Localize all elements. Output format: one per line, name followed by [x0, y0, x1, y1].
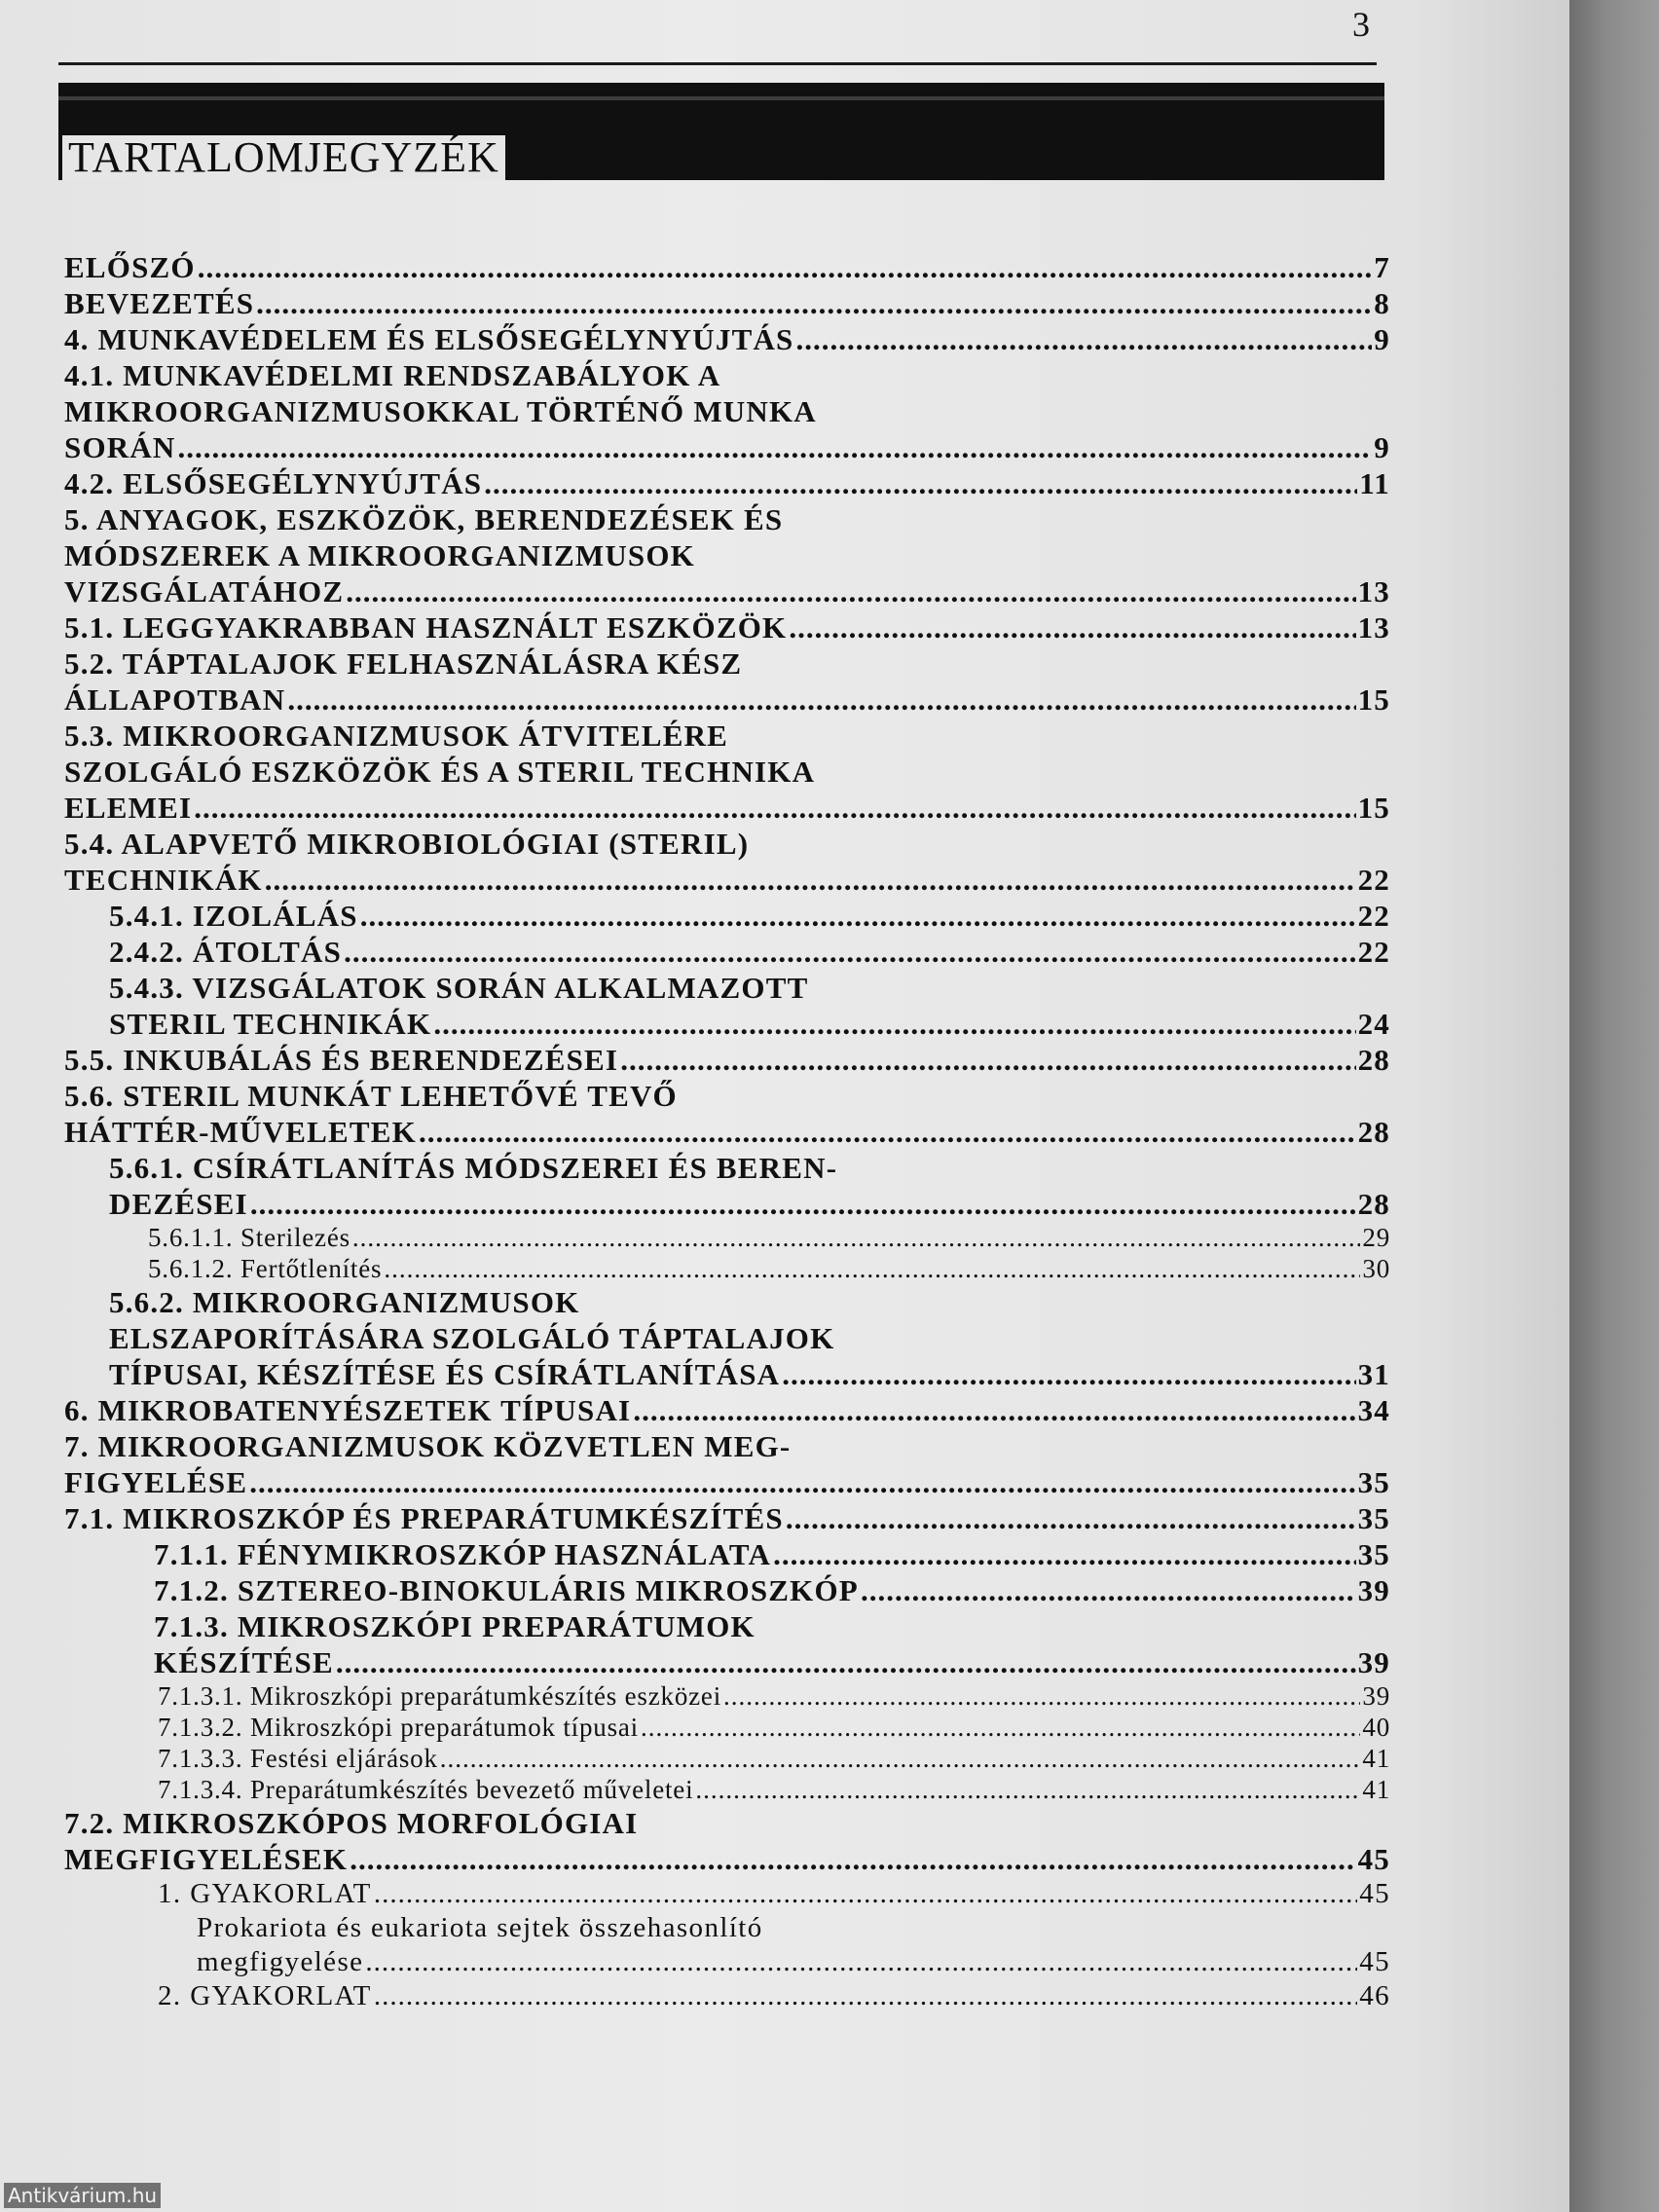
toc-entry-final-line	[64, 1464, 1390, 1500]
toc-entry-final-line	[64, 573, 1390, 609]
toc-entry-label: TECHNIKÁK	[64, 863, 263, 897]
toc-page-number: 24	[1357, 1007, 1390, 1041]
toc-entry-label: 5.4.1. IZOLÁLÁS	[109, 899, 358, 933]
toc-page-number: 9	[1374, 322, 1390, 356]
toc-entry	[158, 1774, 1390, 1805]
watermark: Antikvárium.hu	[4, 2183, 161, 2208]
toc-page-number: 22	[1357, 935, 1390, 969]
toc-page-number: 22	[1357, 899, 1390, 933]
toc-entry	[154, 1536, 1390, 1572]
toc-entry-final-line	[158, 1877, 1390, 1911]
toc-entry-final-line	[64, 465, 1390, 501]
toc-leader-dots	[861, 1572, 1356, 1608]
toc-page-number: 13	[1357, 610, 1390, 645]
toc-entry-final-line	[158, 1712, 1390, 1743]
toc-entry-label: 7.1.3.2. Mikroszkópi preparátumok típusai	[158, 1713, 639, 1742]
toc-page-number: 39	[1357, 1573, 1390, 1607]
toc-leader-dots	[365, 1945, 1357, 1979]
toc-entry-final-line	[158, 1743, 1390, 1774]
toc-entry-label: 7.1.3.3. Festési eljárások	[158, 1744, 438, 1773]
toc-entry-label: BEVEZETÉS	[64, 286, 255, 320]
toc-entry	[64, 285, 1390, 321]
toc-page-number: 41	[1362, 1775, 1390, 1804]
toc-entry	[64, 465, 1390, 501]
toc-entry	[158, 1680, 1390, 1712]
toc-leader-dots	[723, 1680, 1360, 1712]
toc-entry-label: 5.4. ALAPVETŐ MIKROBIOLÓGIAI (STERIL)	[64, 827, 750, 861]
toc-page-number: 28	[1357, 1043, 1390, 1077]
toc-entry	[109, 1150, 1390, 1222]
toc-entry-final-line	[109, 1006, 1390, 1042]
book-spine-shadow	[1569, 0, 1659, 2212]
toc-entry-final-line	[64, 682, 1390, 718]
toc-entry	[64, 1392, 1390, 1428]
toc-entry-line	[64, 645, 1390, 682]
toc-entry-final-line	[64, 862, 1390, 898]
page-title: TARTALOMJEGYZÉK	[62, 135, 505, 180]
toc-entry-line	[64, 537, 1390, 573]
toc-entry-final-line	[64, 1114, 1390, 1150]
toc-leader-dots	[695, 1774, 1360, 1805]
toc-page-number: 8	[1374, 286, 1390, 320]
toc-entry-line	[64, 1428, 1390, 1464]
toc-leader-dots	[256, 285, 1372, 321]
toc-entry-line	[64, 501, 1390, 537]
toc-leader-dots	[773, 1536, 1356, 1572]
toc-entry-label: KÉSZÍTÉSE	[154, 1645, 334, 1679]
toc-page-number: 11	[1359, 466, 1390, 500]
toc-leader-dots	[265, 862, 1356, 898]
toc-entry-label: megfigyelése	[197, 1946, 364, 1977]
toc-entry-label: 7.1.3.1. Mikroszkópi preparátumkészítés eszközei	[158, 1681, 721, 1711]
toc-entry-line	[64, 393, 1390, 429]
toc-entry-label: 1. GYAKORLAT	[158, 1878, 372, 1909]
toc-entry	[64, 718, 1390, 826]
toc-page-number: 22	[1357, 863, 1390, 897]
toc-page-number: 45	[1359, 1878, 1390, 1909]
title-bar-stripe	[58, 96, 1384, 100]
toc-entry-label: FIGYELÉSE	[64, 1465, 248, 1499]
toc-entry-label: DEZÉSEI	[109, 1187, 248, 1221]
toc-entry-final-line	[197, 1945, 1390, 1979]
toc-entry-label: 5.6.1.1. Sterilezés	[148, 1223, 350, 1252]
toc-entry	[64, 321, 1390, 357]
toc-page-number: 30	[1362, 1254, 1390, 1283]
toc-entry-final-line	[109, 934, 1390, 970]
toc-entry-label: 5. ANYAGOK, ESZKÖZÖK, BERENDEZÉSEK ÉS	[64, 502, 784, 536]
toc-leader-dots	[782, 1356, 1355, 1392]
toc-entry	[158, 1877, 1390, 1911]
toc-page-number: 28	[1357, 1187, 1390, 1221]
toc-entry-final-line	[109, 898, 1390, 934]
toc-entry-label: 4. MUNKAVÉDELEM ÉS ELSŐSEGÉLYNYÚJTÁS	[64, 322, 794, 356]
toc-entry-label: MÓDSZEREK A MIKROORGANIZMUSOK	[64, 538, 695, 572]
toc-entry-final-line	[158, 1774, 1390, 1805]
toc-entry-label: MEGFIGYELÉSEK	[64, 1842, 349, 1876]
toc-entry	[64, 1805, 1390, 1877]
toc-entry	[109, 1284, 1390, 1392]
toc-entry-final-line	[154, 1536, 1390, 1572]
toc-leader-dots	[419, 1114, 1356, 1150]
toc-entry-label: 5.6.1.2. Fertőtlenítés	[148, 1254, 383, 1283]
toc-page-number: 39	[1362, 1681, 1390, 1711]
toc-leader-dots	[194, 790, 1355, 826]
toc-entry-final-line	[64, 285, 1390, 321]
toc-page-number: 34	[1357, 1393, 1390, 1427]
toc-leader-dots	[374, 1877, 1357, 1911]
toc-page-number: 41	[1362, 1744, 1390, 1773]
toc-entry-label: 7. MIKROORGANIZMUSOK KÖZVETLEN MEG-	[64, 1429, 792, 1463]
toc-entry-final-line	[64, 1392, 1390, 1428]
toc-leader-dots	[352, 1222, 1360, 1253]
toc-entry-label: 5.6.1. CSÍRÁTLANÍTÁS MÓDSZEREI ÉS BEREN-	[109, 1151, 838, 1185]
toc-entry	[109, 934, 1390, 970]
toc-entry-label: 7.1. MIKROSZKÓP ÉS PREPARÁTUMKÉSZÍTÉS	[64, 1501, 784, 1535]
toc-page-number: 13	[1357, 574, 1390, 608]
toc-entry-line	[109, 970, 1390, 1006]
toc-page-number: 45	[1357, 1842, 1390, 1876]
toc-entry	[109, 970, 1390, 1042]
toc-leader-dots	[336, 1644, 1356, 1680]
toc-entry-label: 7.1.1. FÉNYMIKROSZKÓP HASZNÁLATA	[154, 1537, 772, 1571]
toc-entry-final-line	[148, 1222, 1390, 1253]
toc-entry	[64, 1500, 1390, 1536]
toc-entry-label: SZOLGÁLÓ ESZKÖZÖK ÉS A STERIL TECHNIKA	[64, 755, 816, 789]
toc-leader-dots	[786, 1500, 1356, 1536]
toc-entry-label: 5.4.3. VIZSGÁLATOK SORÁN ALKALMAZOTT	[109, 971, 809, 1005]
toc-entry-label: ELŐSZÓ	[64, 250, 196, 284]
toc-page-number: 29	[1362, 1223, 1390, 1252]
toc-entry	[148, 1222, 1390, 1253]
toc-entry-line	[64, 1078, 1390, 1114]
toc-entry	[158, 1712, 1390, 1743]
toc-page-number: 15	[1357, 682, 1390, 717]
toc-entry-label: 5.6. STERIL MUNKÁT LEHETŐVÉ TEVŐ	[64, 1079, 678, 1113]
toc-entry	[154, 1572, 1390, 1608]
toc-entry-line	[109, 1284, 1390, 1320]
toc-leader-dots	[789, 609, 1355, 645]
toc-entry	[64, 501, 1390, 609]
toc-entry	[64, 645, 1390, 718]
toc-entry	[158, 1743, 1390, 1774]
toc-entry	[154, 1608, 1390, 1680]
title-bar	[58, 83, 1384, 180]
toc-entry-line	[109, 1320, 1390, 1356]
toc-entry-label: SORÁN	[64, 430, 176, 464]
toc-page-number: 35	[1357, 1465, 1390, 1499]
toc-page-number: 7	[1374, 250, 1390, 284]
toc-entry-final-line	[64, 321, 1390, 357]
toc-entry-label: 4.2. ELSŐSEGÉLYNYÚJTÁS	[64, 466, 483, 500]
toc-leader-dots	[344, 934, 1356, 970]
toc-entry-label: 7.2. MIKROSZKÓPOS MORFOLÓGIAI	[64, 1806, 639, 1840]
toc-entry-label: VIZSGÁLATÁHOZ	[64, 574, 345, 608]
toc-leader-dots	[249, 1464, 1355, 1500]
toc-entry-line	[64, 718, 1390, 754]
toc-page-number: 40	[1362, 1713, 1390, 1742]
toc-leader-dots	[178, 429, 1373, 465]
toc-entry-line	[64, 357, 1390, 393]
toc-entry	[109, 898, 1390, 934]
toc-leader-dots	[484, 465, 1357, 501]
toc-entry	[197, 1911, 1390, 1979]
toc-entry-label: ELEMEI	[64, 791, 193, 825]
toc-entry-label: 2. GYAKORLAT	[158, 1980, 372, 2011]
toc-leader-dots	[350, 1841, 1355, 1877]
toc-entry-label: STERIL TECHNIKÁK	[109, 1007, 432, 1041]
table-of-contents	[64, 249, 1390, 2013]
toc-leader-dots	[287, 682, 1355, 718]
toc-leader-dots	[620, 1042, 1355, 1078]
toc-entry-label: ÁLLAPOTBAN	[64, 682, 286, 717]
toc-leader-dots	[250, 1186, 1356, 1222]
toc-entry-label: 5.6.2. MIKROORGANIZMUSOK	[109, 1285, 580, 1319]
toc-entry-final-line	[154, 1644, 1390, 1680]
toc-entry-final-line	[64, 1841, 1390, 1877]
toc-entry-line	[154, 1608, 1390, 1644]
toc-entry-label: ELSZAPORÍTÁSÁRA SZOLGÁLÓ TÁPTALAJOK	[109, 1321, 835, 1355]
toc-entry	[64, 1042, 1390, 1078]
toc-entry-line	[64, 1805, 1390, 1841]
toc-entry-final-line	[158, 1979, 1390, 2013]
toc-entry-line	[109, 1150, 1390, 1186]
toc-leader-dots	[346, 573, 1355, 609]
toc-leader-dots	[433, 1006, 1355, 1042]
toc-entry-line	[64, 754, 1390, 790]
toc-leader-dots	[360, 898, 1356, 934]
toc-entry-final-line	[154, 1572, 1390, 1608]
toc-entry-final-line	[64, 249, 1390, 285]
toc-page-number: 28	[1357, 1115, 1390, 1149]
toc-entry-label: HÁTTÉR-MŰVELETEK	[64, 1115, 417, 1149]
toc-leader-dots	[796, 321, 1373, 357]
toc-entry-label: 5.2. TÁPTALAJOK FELHASZNÁLÁSRA KÉSZ	[64, 646, 743, 681]
toc-entry-label: 7.1.3. MIKROSZKÓPI PREPARÁTUMOK	[154, 1609, 756, 1643]
toc-page-number: 15	[1357, 791, 1390, 825]
toc-entry-final-line	[64, 429, 1390, 465]
toc-entry	[158, 1979, 1390, 2013]
toc-page-number: 35	[1357, 1501, 1390, 1535]
toc-leader-dots	[440, 1743, 1361, 1774]
toc-entry-final-line	[64, 790, 1390, 826]
toc-entry	[64, 1078, 1390, 1150]
header-rule	[58, 62, 1377, 65]
toc-entry-final-line	[64, 609, 1390, 645]
toc-page-number: 31	[1357, 1357, 1390, 1391]
toc-entry-final-line	[109, 1186, 1390, 1222]
toc-entry-label: 2.4.2. ÁTOLTÁS	[109, 935, 343, 969]
toc-entry-label: 5.5. INKUBÁLÁS ÉS BERENDEZÉSEI	[64, 1043, 619, 1077]
toc-entry-label: MIKROORGANIZMUSOKKAL TÖRTÉNŐ MUNKA	[64, 394, 817, 428]
toc-leader-dots	[384, 1253, 1360, 1284]
toc-entry	[64, 826, 1390, 898]
page-number: 3	[1352, 5, 1370, 44]
toc-entry-label: 7.1.2. SZTEREO-BINOKULÁRIS MIKROSZKÓP	[154, 1573, 859, 1607]
toc-leader-dots	[374, 1979, 1357, 2013]
toc-entry	[64, 1428, 1390, 1500]
toc-entry	[64, 609, 1390, 645]
toc-entry-final-line	[64, 1500, 1390, 1536]
toc-page-number: 35	[1357, 1537, 1390, 1571]
toc-leader-dots	[198, 249, 1373, 285]
toc-page-number: 45	[1359, 1946, 1390, 1977]
toc-page-number: 39	[1357, 1645, 1390, 1679]
toc-entry	[148, 1253, 1390, 1284]
toc-entry-final-line	[148, 1253, 1390, 1284]
toc-leader-dots	[641, 1712, 1360, 1743]
toc-entry-final-line	[109, 1356, 1390, 1392]
toc-entry-line	[64, 826, 1390, 862]
toc-entry-label: 5.1. LEGGYAKRABBAN HASZNÁLT ESZKÖZÖK	[64, 610, 788, 645]
toc-entry	[64, 249, 1390, 285]
toc-entry-line	[197, 1911, 1390, 1945]
toc-page-number: 46	[1359, 1980, 1390, 2011]
toc-entry-label: 6. MIKROBATENYÉSZETEK TÍPUSAI	[64, 1393, 632, 1427]
toc-entry-label: TÍPUSAI, KÉSZÍTÉSE ÉS CSÍRÁTLANÍTÁSA	[109, 1357, 781, 1391]
toc-entry-label: Prokariota és eukariota sejtek összehasonlító	[197, 1912, 763, 1943]
toc-entry-label: 4.1. MUNKAVÉDELMI RENDSZABÁLYOK A	[64, 358, 721, 392]
toc-entry-label: 5.3. MIKROORGANIZMUSOK ÁTVITELÉRE	[64, 719, 729, 753]
toc-leader-dots	[633, 1392, 1355, 1428]
toc-page-number: 9	[1374, 430, 1390, 464]
toc-entry-final-line	[158, 1680, 1390, 1712]
toc-entry	[64, 357, 1390, 465]
toc-entry-label: 7.1.3.4. Preparátumkészítés bevezető műveletei	[158, 1775, 694, 1804]
toc-entry-final-line	[64, 1042, 1390, 1078]
